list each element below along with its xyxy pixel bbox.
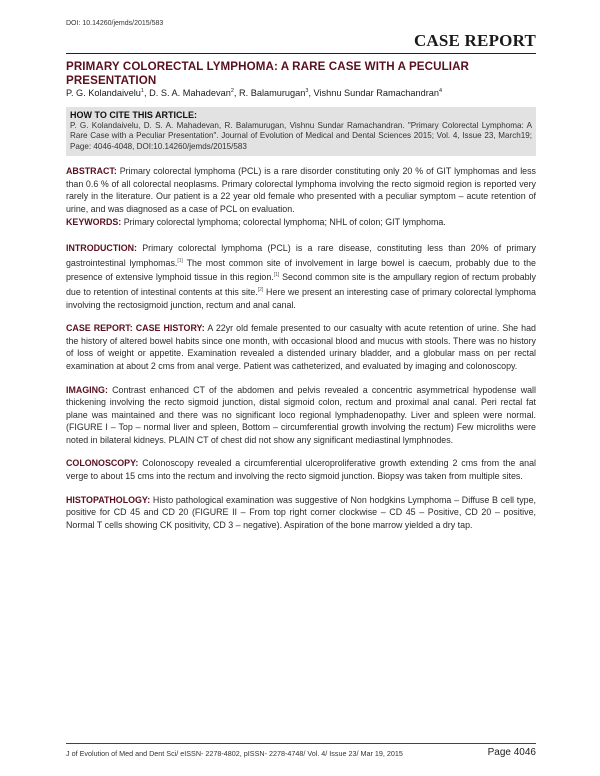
author-list: P. G. Kolandaivelu$^1$, D. S. A. Mahadevan$^2$, R. Balamurugan$^3$, Vishnu Sundar Ramachandran$^4$ (66, 88, 443, 99)
author-name: P. G. Kolandaivelu (66, 88, 141, 99)
doi-line: DOI: 10.14260/jemds/2015/583 (66, 20, 164, 27)
imaging-section (66, 384, 536, 447)
abstract-section (66, 165, 536, 215)
histopathology-text: Histo pathological examination was suggestive of Non hodgkins Lymphoma – Diffuse B cell type, positive for CD 45 and CD 20 (FIGURE II – From top right corner clockwise – CD 45 – Positive, CD 20 – positive, Normal T cells showing CK positivity, CD 3 – negative). Aspiration of the bone marrow yielded a dry tap. (66, 494, 537, 530)
abstract-text: Primary colorectal lymphoma (PCL) is a rare disorder constituting only 20 % of GIT lymphomas and less than 0.6 % of all colorectal neoplasms. Primary colorectal lymphoma involving the recto sigmoid region is reported very rarely in the literature. Our patient is a 22 year old female who presented with a peculiar symptom – acute retention of urine, and was diagnosed as a case of PCL on evaluation. (66, 166, 536, 215)
author-name: D. S. A. Mahadevan (149, 88, 231, 99)
citation-ref: [1] (177, 257, 183, 264)
case-report-heading: CASE REPORT: CASE HISTORY: (66, 323, 205, 334)
abstract-heading: ABSTRACT: (66, 166, 117, 177)
keywords-text: Primary colorectal lymphoma; colorectal lymphoma; NHL of colon; GIT lymphoma. (123, 216, 446, 227)
introduction-heading: INTRODUCTION: (66, 243, 137, 254)
page-number: Page 4046 (487, 747, 536, 758)
colonoscopy-text: Colonoscopy revealed a circumferential ulceroproliferative growth extending 2 cms from the anal verge to about 15 cms into the rectum and involving the recto sigmoid junction. Biopsy was taken from multiple sites. (66, 458, 536, 482)
histopathology-heading: HISTOPATHOLOGY: (66, 494, 151, 505)
introduction-text-3: Second common site is the ampullary region of rectum probably due to retention of intestinal contents at this site. (66, 272, 536, 297)
keywords-section (66, 216, 536, 229)
citation-ref: [2] (257, 286, 264, 293)
author-affiliation: 2 (230, 88, 234, 94)
histopathology-section (66, 494, 536, 532)
author-name: Vishnu Sundar Ramachandran (313, 88, 440, 99)
author-affiliation: 1 (140, 88, 144, 94)
footer-journal: J of Evolution of Med and Dent Sci/ eISSN- 2278-4802, pISSN- 2278-4748/ Vol. 4/ Issue 23/ Mar 19, 2015 (66, 749, 403, 758)
author-name: R. Balamurugan (238, 88, 306, 99)
article-page (66, 20, 536, 531)
introduction-text-4: Here we present an interesting case of primary colorectal lymphoma involving the rectosigmoid junction, rectum and anal canal. (66, 286, 536, 310)
report-type-heading: CASE REPORT (66, 31, 536, 54)
author-affiliation: 4 (439, 88, 443, 94)
colonoscopy-heading: COLONOSCOPY: (66, 458, 139, 469)
citation-text: P. G. Kolandaivelu, D. S. A. Mahadevan, R. Balamurugan, Vishnu Sundar Ramachandran. "Primary Colorectal Lymphoma: A Rare Case with a Peculiar Presentation". Journal of Evolution of Medical and Dental Sciences 2015; Vol. 4, Issue 23, March19; Page: 4046-4048, DOI:10.14260/jemds/2015/583 (70, 121, 532, 151)
author-affiliation: 3 (305, 88, 309, 94)
keywords-heading: KEYWORDS: (66, 216, 122, 227)
introduction-text-2: The most common site of involvement in large bowel is caecum, probably due to the presence of extensive lymphoid tissue in this region. (66, 257, 536, 283)
case-report-section (66, 322, 536, 372)
citation-heading: HOW TO CITE THIS ARTICLE: (70, 110, 197, 121)
article-title: PRIMARY COLORECTAL LYMPHOMA: A RARE CASE WITH A PECULIAR PRESENTATION (66, 60, 470, 87)
case-report-text: A 22yr old female presented to our casualty with acute retention of urine. She had the history of altered bowel habits since one month, with occasional blood and mucus with stools. There was no history of loss of weight or appetite. Examination revealed a distended urinary bladder, and a globular mass on per rectal examination at about 2 cms from anal verge. Patient was catheterized, and evaluated by imaging and colonoscopy. (66, 323, 536, 371)
colonoscopy-section (66, 457, 536, 482)
introduction-section (66, 242, 536, 311)
page-footer (66, 743, 536, 758)
imaging-heading: IMAGING: (66, 384, 108, 395)
imaging-text: Contrast enhanced CT of the abdomen and pelvis revealed a concentric asymmetrical hypodense wall thickening involving the recto sigmoid junction, distal sigmoid colon, rectum and proximal anal canal. Peri rectal fat plane was maintained and there was no significant loco regional lymphadenopathy. Liver and spleen were normal. (FIGURE I – Top – normal liver and spleen, Bottom – circumferential growth involving the rectum) Few microliths were noted in bilateral kidneys. PLAIN CT of chest did not show any significant mediastinal lymphnodes. (66, 384, 536, 445)
introduction-text-1: Primary colorectal lymphoma (PCL) is a rare disease, constituting less than 20% of primary gastrointestinal lymphomas. (66, 243, 536, 268)
citation-box (66, 107, 536, 156)
citation-ref: [1] (273, 272, 280, 279)
